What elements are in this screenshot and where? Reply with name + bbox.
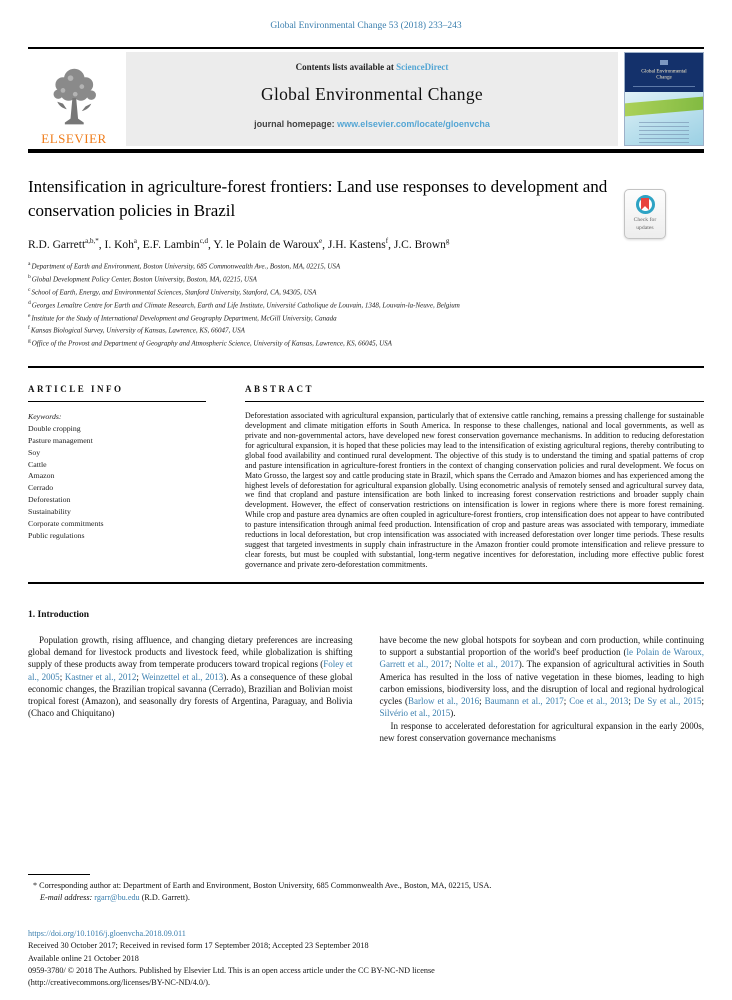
keyword: Corporate commitments: [28, 518, 104, 528]
author: J.C. Brown$^g$: [393, 237, 450, 252]
check-for-updates-label: Check for updates: [633, 217, 657, 231]
publication-info: [28, 928, 704, 989]
abstract-text: Deforestation associated with agricultural expansion, particularly that of extensive cattle ranching, remains a pressing challenge for sustainable development and climate mitigation efforts in South America. In response to these challenges, national and local governments, as well as private and non-governmental actors, have developed new forest conservation governance mechanisms. In addition to reducing deforestation for agricultural expansion, it is hoped that these policies may lead to the intensification of existing agricultural regions, thereby contributing to global food availability and continued rural development. The objective of this study is to understand the timing and spatial patterns of crop and pasture intensification in agriculture-forest frontiers in the context of changing conservation policies and rural development. We focus on Mato Grosso, the largest soy and cattle producing state in Brazil, which spans the Cerrado and Amazon biomes and has experienced among the highest levels of deforestation for agricultural expansion globally. Using econometric analysis of remotely sensed and agricultural survey data, we find that cropland and pasture intensification are both linked to increasing forest conservation restrictions and broader supply chain development. However, the effect of conservation restrictions on intensification is lower in regions where there is more forest remaining. While crop and pasture area dynamics are often coupled in agriculture-forest frontiers, crop intensification does not appear to have contributed to pasture intensification through animal feed production. Intensification of crop and pasture areas was associated with temporary, immediate reductions in local deforestation, but crop intensification was associated with increased deforestation over longer time periods. These results suggest that targeted investments in supply chain infrastructure in the Amazon frontier could promote intensification and relieve pressure to clear forests, but must be coupled with substantial, long-term negative incentives for deforestation, including more effective public forest governance and private zero-deforestation commitments.: [245, 411, 704, 569]
paragraph: [380, 720, 705, 745]
body-columns: [28, 634, 704, 745]
paragraph: [380, 634, 705, 720]
author-list: [28, 237, 704, 251]
journal-cover-divider: [633, 86, 695, 87]
citation-link[interactable]: Silvério et al., 2015: [379, 708, 451, 719]
elsevier-wordmark: ELSEVIER: [41, 131, 107, 146]
journal-cover-thumbnail[interactable]: [624, 52, 704, 146]
affiliation: $^e$Institute for the Study of International Development and Geography Department, McGill University, Canada: [28, 312, 337, 322]
text-segment: ;: [628, 696, 634, 707]
affiliation-list: [28, 260, 704, 350]
keyword: Cerrado: [28, 483, 54, 493]
text-segment: Population growth, rising affluence, and changing dietary preferences are increasing global demand for livestock products and livestock feed, while globalization is shifting supply of these products away from temperate producers toward tropical regions (: [28, 634, 353, 670]
text-segment: ). The expansion of agricultural activities in South America has resulted in the loss of native vegetation in these biomes, leading to high carbon emissions, biodiversity loss, and the disruption of local and regional hydrological cycles (: [379, 659, 704, 707]
contents-line: [126, 62, 618, 72]
received-line: Received 30 October 2017; Received in revised form 17 September 2018; Accepted 23 September 2018: [28, 941, 369, 951]
citation-link[interactable]: Nolte et al., 2017: [454, 659, 519, 670]
page-title: Intensification in agriculture-forest frontiers: Land use responses to development and conservation policies in Brazil: [28, 177, 608, 221]
keywords-label: Keywords:: [28, 412, 62, 422]
article-info-rule: [28, 401, 206, 402]
text-segment: ;: [136, 671, 142, 682]
footnote-divider: [28, 874, 90, 875]
copyright-line: 0959-3780/ © 2018 The Authors. Published by Elsevier Ltd. This is an open access article under the CC BY-NC-ND license: [28, 965, 435, 975]
sciencedirect-link[interactable]: ScienceDirect: [396, 62, 449, 72]
affiliation: $^d$Georges Lemaître Centre for Earth and Climate Research, Earth and Life Institute, Université Catholique de Louvain, 1348, Louvain-la-Neuve, Belgium: [28, 299, 460, 310]
keywords-list: [28, 411, 218, 541]
info-abstract-section: [28, 366, 704, 584]
keyword: Amazon: [28, 471, 55, 481]
elsevier-tree-icon: [46, 64, 103, 130]
footnote-email-line: [28, 892, 704, 904]
author: I. Koh$^a$,: [104, 237, 143, 252]
paragraph: [28, 634, 353, 720]
abstract-heading: ABSTRACT: [245, 384, 315, 395]
citation-link[interactable]: Coe et al., 2013: [569, 696, 629, 707]
affiliation: $^g$Office of the Provost and Department of Geography and Atmospheric Science, University of Kansas, Lawrence, KS, 66045, USA: [28, 338, 392, 348]
email-link[interactable]: rgarr@bu.edu: [94, 893, 140, 903]
doi-link[interactable]: https://doi.org/10.1016/j.gloenvcha.2018.09.011: [28, 929, 186, 938]
journal-cover-logo-icon: [660, 60, 668, 65]
doi-line: [28, 928, 704, 940]
keyword: Sustainability: [28, 506, 71, 516]
citation-link[interactable]: De Sy et al., 2015: [633, 696, 702, 707]
keyword: Public regulations: [28, 530, 85, 540]
text-segment: E-mail address:: [40, 893, 95, 903]
author: Y. le Polain de Waroux$^e$,: [213, 237, 328, 252]
journal-cover-title: Global Environmental Change: [641, 69, 687, 80]
body-column-left: [28, 634, 353, 745]
keyword: Pasture management: [28, 435, 93, 445]
introduction-heading: 1. Introduction: [28, 609, 90, 620]
abstract-rule: [245, 401, 704, 402]
body-column-right: [380, 634, 705, 745]
author: R.D. Garrett$^{a,b,*}$,: [28, 237, 105, 252]
license-line: (http://creativecommons.org/licenses/BY-NC-ND/4.0/).: [28, 978, 210, 988]
text-segment: ;: [701, 696, 704, 707]
journal-name: Global Environmental Change: [261, 84, 483, 104]
elsevier-logo[interactable]: [28, 52, 120, 146]
journal-header-band: [28, 52, 704, 146]
keyword: Soy: [28, 447, 41, 457]
text-segment: In response to accelerated deforestation for agricultural expansion in the early 2000s, new forest conservation governance mechanisms: [379, 720, 704, 744]
text-segment: Contents lists available at: [295, 62, 397, 72]
citation-link[interactable]: Barlow et al., 2016: [408, 696, 480, 707]
journal-cover-green-band: [624, 96, 704, 116]
journal-banner: [126, 52, 618, 146]
check-for-updates-badge[interactable]: [624, 189, 666, 239]
citation-header: Global Environmental Change 53 (2018) 233–243: [270, 21, 462, 31]
citation-link[interactable]: Baumann et al., 2017: [484, 696, 564, 707]
introduction-section: [28, 610, 704, 745]
text-segment: ).: [450, 708, 456, 719]
affiliation: $^b$Global Development Policy Center, Boston University, Boston, MA, 02215, USA: [28, 273, 257, 284]
text-segment: * Corresponding author at: Department of Earth and Environment, Boston University, 685 Commonwealth Ave., Boston, MA, 02215, USA.: [33, 881, 492, 890]
author: J.H. Kastens$^f$,: [327, 237, 394, 252]
text-segment: (R.D. Garrett).: [139, 893, 190, 903]
journal-cover-header: [625, 53, 703, 92]
title-block: [28, 175, 704, 231]
article-info-column: [28, 384, 245, 570]
keyword: Double cropping: [28, 424, 81, 434]
affiliation: $^a$Department of Earth and Environment, Boston University, 685 Commonwealth Ave., Boston, MA, 02215, USA: [28, 261, 341, 271]
keyword: Cattle: [28, 459, 47, 469]
text-segment: ;: [59, 671, 65, 682]
author: E.F. Lambin$^{c,d}$,: [142, 237, 214, 252]
article-info-heading: ARTICLE INFO: [28, 384, 124, 395]
affiliation: $^f$Kansas Biological Survey, University of Kansas, Lawrence, KS, 66047, USA: [28, 325, 245, 335]
affiliation: $^c$School of Earth, Energy, and Environmental Sciences, Stanford University, Stanford, CA, 94305, USA: [28, 286, 317, 297]
journal-header: [28, 47, 704, 146]
citation-link[interactable]: Foley et al., 2005: [28, 659, 353, 682]
keyword: Deforestation: [28, 495, 71, 505]
text-segment: ;: [479, 696, 485, 707]
homepage-link[interactable]: www.elsevier.com/locate/gloenvcha: [337, 119, 490, 129]
journal-cover-text-lines: [639, 122, 689, 144]
citation-link[interactable]: le Polain de Waroux, Garrett et al., 2017: [379, 647, 705, 670]
header-divider: [28, 149, 704, 153]
text-segment: have become the new global hotspots for soybean and corn production, while continuing to support a substantial proportion of the world's beef production (: [379, 634, 704, 657]
citation-link[interactable]: Weinzettel et al., 2013: [141, 671, 224, 682]
text-segment: ;: [563, 696, 570, 707]
text-segment: ;: [449, 659, 455, 670]
homepage-line: [126, 119, 618, 129]
corresponding-author-footnote: [28, 874, 704, 905]
journal-cover-art: [625, 92, 703, 145]
check-for-updates-icon: [636, 195, 655, 214]
citation-link[interactable]: Kastner et al., 2012: [64, 671, 137, 682]
text-segment: ). As a consequence of these global economic changes, the Brazilian tropical savanna (Cerrado), Brazilian and Bolivian moist tropical forest (Amazon), and seasonally dry forests of Argentina, Paraguay, and Bolivia (Chaco and Chiquitano): [28, 671, 353, 719]
abstract-column: [245, 384, 704, 570]
text-segment: journal homepage:: [254, 119, 338, 129]
available-line: Available online 21 October 2018: [28, 953, 139, 963]
footnote-line: [28, 880, 704, 892]
